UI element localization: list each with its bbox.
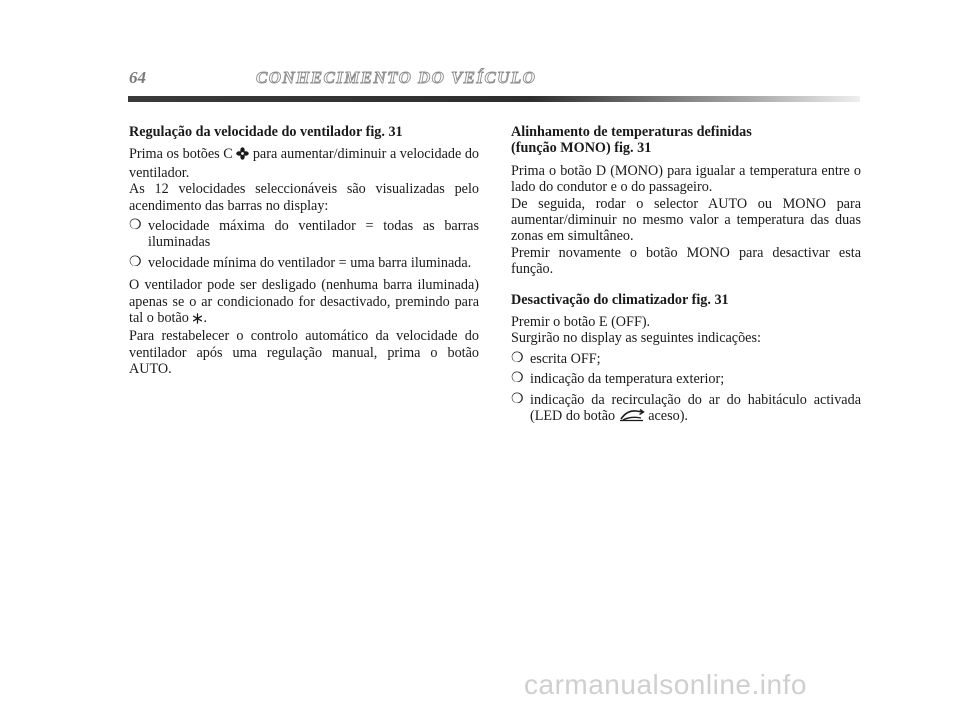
paragraph-fan-levels: As 12 velocidades seleccionáveis são visualizadas pelo acendimento das barras no display: — [129, 181, 479, 214]
paragraph-mono-rotate: De seguida, rodar o selector AUTO ou MONO para aumentar/diminuir no mesmo valor a temperatura das duas zonas em simultâneo. — [511, 195, 861, 245]
list-item: ❍ escrita OFF; — [511, 350, 601, 367]
fan-speed-list — [129, 218, 479, 271]
paragraph-fan-buttons: Prima os botões C para aumentar/diminuir a velocidade do ventilador. — [129, 146, 480, 181]
section-heading-climate-off: Desactivação do climatizador fig. 31 — [511, 291, 729, 308]
list-item: ❍ velocidade mínima do ventilador = uma barra iluminada. — [129, 254, 472, 271]
paragraph-mono-deactivate: Premir novamente o botão MONO para desactivar esta função. — [511, 244, 861, 278]
paragraph-display-indications: Surgirão no display as seguintes indicações: — [511, 330, 761, 347]
fan-icon — [236, 147, 249, 164]
recirculation-icon — [619, 409, 645, 426]
section-heading-fan-speed: Regulação da velocidade do ventilador fig. 31 — [129, 124, 403, 140]
right-column — [511, 124, 861, 427]
paragraph-off-press: Premir o botão E (OFF). — [511, 314, 651, 331]
paragraph-mono-press: Prima o botão D (MONO) para igualar a temperatura entre o lado do condutor e o do passageiro. — [511, 162, 861, 196]
bullet-symbol: ❍ — [511, 391, 524, 407]
page-number: 64 — [129, 68, 146, 87]
header-rule — [128, 96, 860, 102]
list-item: ❍ indicação da recirculação do ar do habitáculo activada (LED do botão aceso). — [511, 392, 861, 427]
list-item: ❍ velocidade máxima do ventilador = todas as barras iluminadas — [129, 218, 479, 251]
bullet-symbol: ❍ — [129, 254, 142, 270]
list-item: ❍ indicação da temperatura exterior; — [511, 371, 725, 388]
bullet-symbol: ❍ — [511, 350, 524, 366]
running-title: CONHECIMENTO DO VEÍCULO — [256, 68, 537, 87]
left-column — [129, 124, 479, 378]
off-indications-list — [511, 351, 861, 427]
bullet-symbol: ❍ — [511, 371, 524, 387]
bullet-symbol: ❍ — [129, 218, 142, 234]
snowflake-icon — [192, 312, 203, 328]
paragraph-auto-restore: Para restabelecer o controlo automático da velocidade do ventilador após uma regulação manual, prima o botão AUTO. — [129, 328, 479, 378]
section-heading-mono: Alinhamento de temperaturas definidas (função MONO) fig. 31 — [511, 124, 752, 157]
paragraph-fan-off: O ventilador pode ser desligado (nenhuma barra iluminada) apenas se o ar condicionado for desactivado, premindo para tal o botão . — [129, 277, 479, 328]
watermark: carmanualsonline.info — [524, 669, 807, 700]
